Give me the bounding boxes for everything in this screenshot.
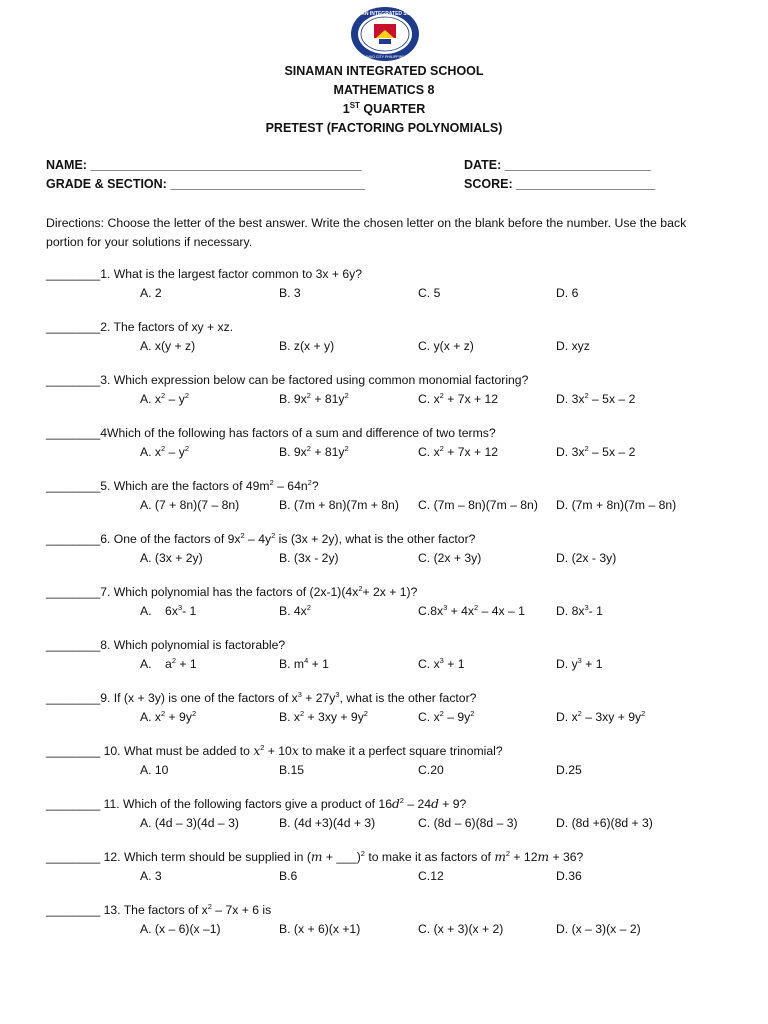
question-3 [46, 371, 746, 409]
question-10-option-d: D.25 [556, 763, 582, 777]
question-4-options [46, 443, 746, 462]
date-field[interactable]: DATE: _____________________ [464, 158, 651, 172]
question-10-stem[interactable]: ________ 10. What must be added to $x^2 + 10x$ to make it a perfect square trinomial? [46, 742, 503, 758]
name-field[interactable]: NAME: _______________________________________ [46, 158, 362, 172]
question-3-option-b: B. $9x^2 + 81y^2$ [279, 390, 349, 406]
question-6-option-c: C. (2x + 3y) [418, 551, 482, 565]
question-8-option-c: C. $x^3 + 1$ [418, 655, 465, 671]
subject-title: MATHEMATICS 8 [333, 83, 435, 97]
question-6 [46, 530, 746, 568]
school-logo [345, 6, 425, 62]
question-13-option-a: A. (x – 6)(x –1) [140, 922, 221, 936]
question-12-option-b: B.6 [279, 869, 298, 883]
grade-section-field[interactable]: GRADE & SECTION: ____________________________ [46, 177, 365, 191]
question-4-stem[interactable]: ________4Which of the following has factors of a sum and difference of two terms? [46, 426, 496, 440]
question-6-option-a: A. (3x + 2y) [140, 551, 203, 565]
question-9-option-a: A. $x^2 + 9y^2$ [140, 708, 197, 724]
question-4-option-a: A. $x^2 - y^2$ [140, 443, 189, 459]
question-8-options [46, 655, 746, 674]
question-13-option-c: C. (x + 3)(x + 2) [418, 922, 504, 936]
question-1-option-b: B. 3 [279, 286, 301, 300]
question-5-options [46, 496, 746, 515]
directions-text: Directions: Choose the letter of the best answer. Write the chosen letter on the blank before the number. Use the back portion for your solutions if necessary. [46, 216, 687, 249]
question-2 [46, 318, 746, 356]
question-7 [46, 583, 746, 621]
question-12-option-c: C.12 [418, 869, 444, 883]
question-11-options [46, 814, 746, 833]
question-9-options [46, 708, 746, 727]
question-2-options [46, 337, 746, 356]
question-7-options [46, 602, 746, 621]
question-9-option-c: C. $x^2 - 9y^2$ [418, 708, 475, 724]
question-9-option-d: D. $x^2 - 3xy + 9y^2$ [556, 708, 646, 724]
question-8-stem[interactable]: ________8. Which polynomial is factorable? [46, 638, 286, 652]
question-13-stem[interactable]: ________ 13. The factors of $x^2 - 7x + 6$ is [46, 901, 272, 917]
question-9-option-b: B. $x^2 + 3xy + 9y^2$ [279, 708, 368, 724]
logo-text-bottom: DAVAO CITY PHILIPPINES [362, 55, 408, 59]
document-header [0, 62, 768, 138]
question-1-stem[interactable]: ________1. What is the largest factor common to 3x + 6y? [46, 267, 363, 281]
question-12-options [46, 867, 746, 886]
question-9-stem[interactable]: ________9. If (x + 3y) is one of the factors of $x^3 + 27y^3$, what is the other factor? [46, 689, 477, 705]
question-5 [46, 477, 746, 515]
question-1-options [46, 284, 746, 303]
question-13 [46, 901, 746, 939]
question-7-option-d: D. $8x^3-$ 1 [556, 602, 603, 618]
question-5-option-a: A. (7 + 8n)(7 – 8n) [140, 498, 240, 512]
question-5-stem[interactable]: ________5. Which are the factors of $49m^2 - 64n^2$? [46, 477, 319, 493]
question-13-options [46, 920, 746, 939]
question-4-option-d: D. $3x^2 - 5x - 2$ [556, 443, 636, 459]
question-8 [46, 636, 746, 674]
question-11-option-d: D. (8d +6)(8d + 3) [556, 816, 653, 830]
question-11-option-a: A. (4d – 3)(4d – 3) [140, 816, 239, 830]
question-1 [46, 265, 746, 303]
question-11-option-b: B. (4d +3)(4d + 3) [279, 816, 376, 830]
question-8-option-b: B. $m^4 + 1$ [279, 655, 329, 671]
score-field[interactable]: SCORE: ____________________ [464, 177, 656, 191]
question-12 [46, 848, 746, 886]
question-2-stem[interactable]: ________2. The factors of xy + xz. [46, 320, 234, 334]
question-6-option-b: B. (3x - 2y) [279, 551, 339, 565]
question-9 [46, 689, 746, 727]
question-12-stem[interactable]: ________ 12. Which term should be supplied in (m + ___)$^2$ to make it as factors of $m^2 + 12m + 36$? [46, 848, 584, 864]
question-1-option-d: D. 6 [556, 286, 579, 300]
question-13-option-d: D. (x – 3)(x – 2) [556, 922, 641, 936]
question-11-option-c: C. (8d – 6)(8d – 3) [418, 816, 518, 830]
question-10-option-c: C.20 [418, 763, 444, 777]
question-7-option-c: $C.8x^3 + 4x^2 - 4x - 1$ [418, 602, 525, 618]
question-2-option-a: A. x(y + z) [140, 339, 196, 353]
question-1-option-a: A. 2 [140, 286, 162, 300]
question-13-option-b: B. (x + 6)(x +1) [279, 922, 361, 936]
question-3-option-d: D. $3x^2 - 5x - 2$ [556, 390, 636, 406]
question-10-option-b: B.15 [279, 763, 305, 777]
question-2-option-d: D. xyz [556, 339, 590, 353]
question-5-option-c: C. (7m – 8n)(7m – 8n) [418, 498, 538, 512]
question-6-option-d: D. (2x - 3y) [556, 551, 617, 565]
question-4-option-c: C. $x^2 + 7x + 12$ [418, 443, 499, 459]
question-10 [46, 742, 746, 780]
question-3-stem[interactable]: ________3. Which expression below can be factored using common monomial factoring? [46, 373, 529, 387]
question-7-option-a: A. $6x^3-$ 1 [140, 602, 197, 618]
question-11-stem[interactable]: ________ 11. Which of the following factors give a product of $16d^2 - 24d + 9$? [46, 795, 467, 811]
question-7-option-b: B. $4x^2$ [279, 602, 311, 618]
question-8-option-a: A. $a^2 + 1$ [140, 655, 197, 671]
question-4-option-b: B. $9x^2 + 81y^2$ [279, 443, 349, 459]
question-6-options [46, 549, 746, 568]
question-6-stem[interactable]: ________6. One of the factors of $9x^2 - 4y^2$ is (3x + 2y), what is the other factor? [46, 530, 476, 546]
question-3-options [46, 390, 746, 409]
question-4 [46, 424, 746, 462]
test-title: PRETEST (FACTORING POLYNOMIALS) [265, 121, 503, 135]
question-3-option-c: C. $x^2 + 7x + 12$ [418, 390, 499, 406]
question-10-options [46, 761, 746, 780]
question-1-option-c: C. 5 [418, 286, 441, 300]
question-8-option-d: D. $y^3 + 1$ [556, 655, 603, 671]
question-5-option-b: B. (7m + 8n)(7m + 8n) [279, 498, 399, 512]
question-7-stem[interactable]: ________7. Which polynomial has the factors of $(2x-1)(4x^2+ 2x + 1)$? [46, 583, 418, 599]
logo-text-top: SINAMAN INTEGRATED SCHOOL [345, 11, 425, 17]
school-name: SINAMAN INTEGRATED SCHOOL [284, 64, 484, 78]
quarter-title: 1ST QUARTER [342, 100, 426, 116]
question-2-option-c: C. y(x + z) [418, 339, 474, 353]
question-12-option-d: D.36 [556, 869, 582, 883]
question-12-option-a: A. 3 [140, 869, 162, 883]
question-2-option-b: B. z(x + y) [279, 339, 335, 353]
question-3-option-a: A. $x^2 - y^2$ [140, 390, 189, 406]
question-11 [46, 795, 746, 833]
question-5-option-d: D. (7m + 8n)(7m – 8n) [556, 498, 677, 512]
question-10-option-a: A. 10 [140, 763, 169, 777]
